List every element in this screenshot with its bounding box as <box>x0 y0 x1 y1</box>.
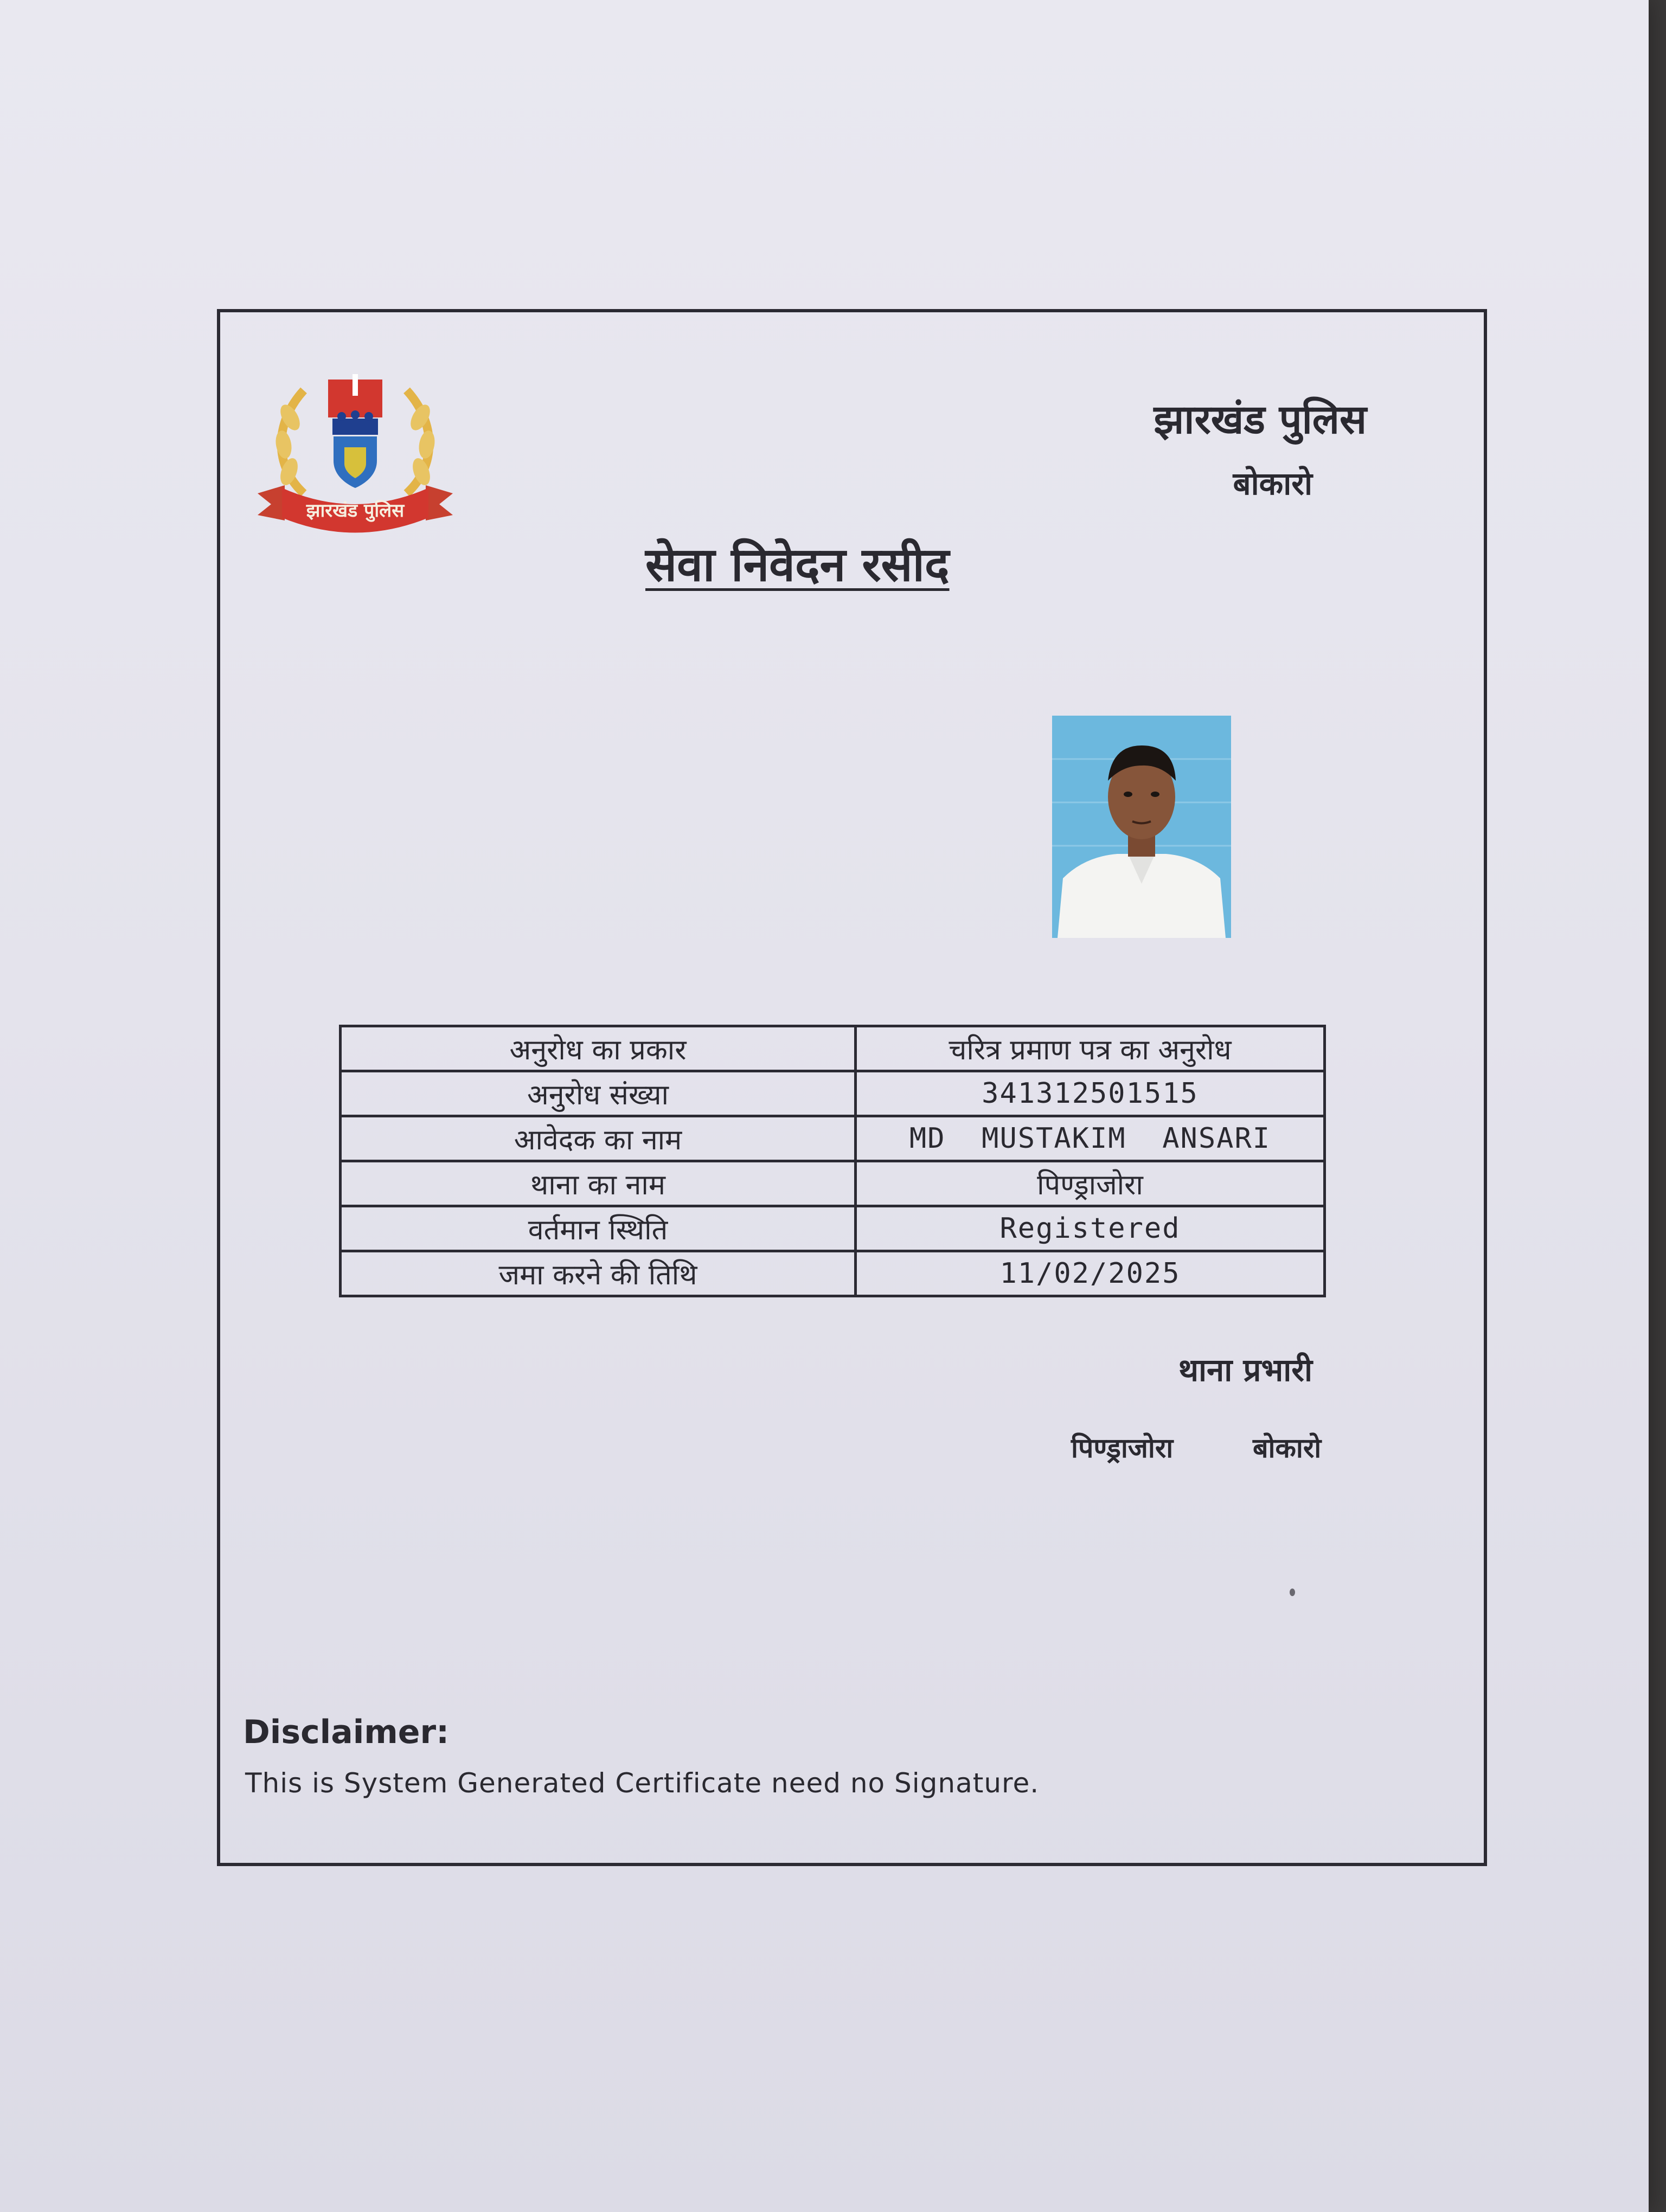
request-number-label: अनुरोध संख्या <box>341 1071 856 1116</box>
table-row <box>341 1206 1325 1251</box>
table-row <box>341 1161 1325 1206</box>
applicant-photo <box>1052 716 1231 938</box>
current-status-label: वर्तमान स्थिति <box>341 1206 856 1251</box>
current-status-value: Registered <box>856 1206 1325 1251</box>
table-row <box>341 1026 1325 1071</box>
officer-in-charge-title: थाना प्रभारी <box>1178 1352 1312 1388</box>
request-number-value: 341312501515 <box>856 1071 1325 1116</box>
submission-date-value: 11/02/2025 <box>856 1251 1325 1296</box>
table-row <box>341 1116 1325 1161</box>
signature-district: बोकारो <box>1253 1432 1322 1464</box>
table-row <box>341 1071 1325 1116</box>
jharkhand-police-emblem <box>252 358 458 542</box>
police-station-value: पिण्ड्राजोरा <box>856 1161 1325 1206</box>
applicant-name-label: आवेदक का नाम <box>341 1116 856 1161</box>
district-name: बोकारो <box>1233 465 1312 502</box>
table-row <box>341 1251 1325 1296</box>
submission-date-label: जमा करने की तिथि <box>341 1251 856 1296</box>
applicant-name-value: MD MUSTAKIM ANSARI <box>856 1116 1325 1161</box>
disclaimer-text: This is System Generated Certificate need no Signature. <box>245 1767 1040 1799</box>
request-type-label: अनुरोध का प्रकार <box>341 1026 856 1071</box>
paper-speck <box>1290 1589 1295 1596</box>
disclaimer-heading: Disclaimer: <box>243 1713 450 1751</box>
request-details-table <box>339 1025 1326 1297</box>
document-title: सेवा निवेदन रसीद <box>645 538 950 592</box>
police-station-label: थाना का नाम <box>341 1161 856 1206</box>
organization-name: झारखंड पुलिस <box>1154 396 1367 443</box>
signature-station: पिण्ड्राजोरा <box>1071 1432 1174 1464</box>
emblem-ribbon-text: झारखंड पुलिस <box>306 500 405 522</box>
request-type-value: चरित्र प्रमाण पत्र का अनुरोध <box>856 1026 1325 1071</box>
